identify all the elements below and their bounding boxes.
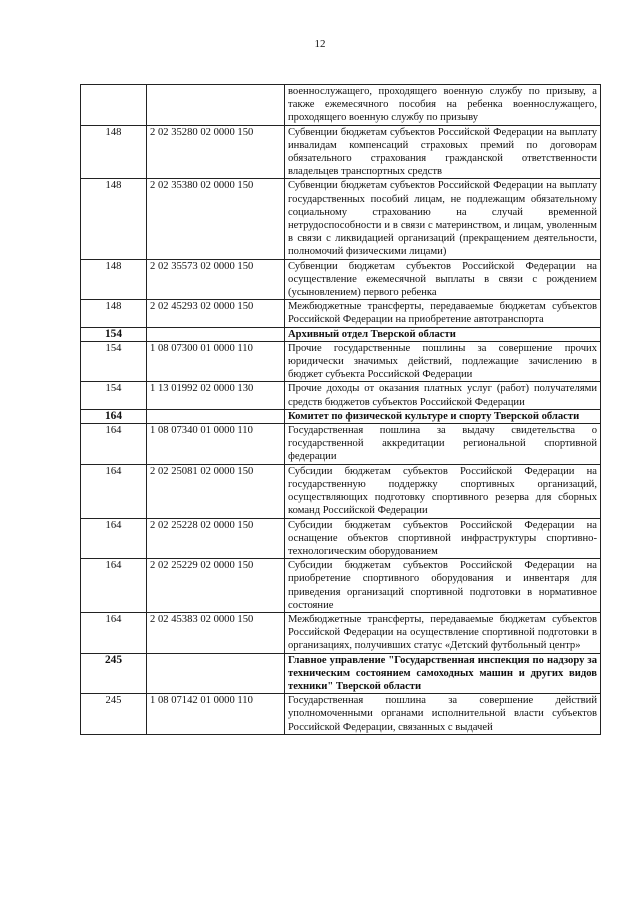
kbk-code-cell bbox=[147, 327, 285, 341]
table-row bbox=[81, 464, 601, 518]
table-row bbox=[81, 259, 601, 300]
description-cell: военнослужащего, проходящего военную службу по призыву, а также ежемесячного пособия на ребенка военнослужащего, проходящего военную службу по призыву bbox=[285, 85, 601, 126]
table-row bbox=[81, 85, 601, 126]
kbk-code-cell bbox=[147, 653, 285, 694]
table-row bbox=[81, 125, 601, 179]
kbk-code-cell: 1 08 07300 01 0000 110 bbox=[147, 341, 285, 382]
kbk-code-cell: 2 02 45293 02 0000 150 bbox=[147, 300, 285, 327]
description-cell: Главное управление "Государственная инспекция по надзору за техническим состоянием самоходных машин и других видов техники" Тверской области bbox=[285, 653, 601, 694]
kbk-code-cell: 2 02 35573 02 0000 150 bbox=[147, 259, 285, 300]
description-cell: Субвенции бюджетам субъектов Российской Федерации на выплату инвалидам компенсаций страховых премий по договорам обязательного страхования гражданской ответственности владельцев транспортных средств bbox=[285, 125, 601, 179]
admin-code-cell: 164 bbox=[81, 559, 147, 613]
description-cell: Субвенции бюджетам субъектов Российской Федерации на осуществление ежемесячной выплаты в связи с рождением (усыновлением) первого ребенка bbox=[285, 259, 601, 300]
admin-code-cell: 154 bbox=[81, 341, 147, 382]
description-cell: Субсидии бюджетам субъектов Российской Федерации на государственную поддержку спортивных организаций, осуществляющих подготовку спортивного резерва для сборных команд Российской Федерации bbox=[285, 464, 601, 518]
kbk-code-cell: 1 08 07340 01 0000 110 bbox=[147, 424, 285, 465]
admin-code-cell: 245 bbox=[81, 694, 147, 735]
table-row bbox=[81, 179, 601, 259]
admin-code-cell: 148 bbox=[81, 300, 147, 327]
admin-code-cell: 164 bbox=[81, 612, 147, 653]
admin-code-cell: 154 bbox=[81, 382, 147, 409]
kbk-code-cell: 2 02 25229 02 0000 150 bbox=[147, 559, 285, 613]
table-row bbox=[81, 559, 601, 613]
admin-code-cell bbox=[81, 85, 147, 126]
department-header-row bbox=[81, 327, 601, 341]
kbk-code-cell: 2 02 45383 02 0000 150 bbox=[147, 612, 285, 653]
table-row bbox=[81, 300, 601, 327]
description-cell: Субвенции бюджетам субъектов Российской Федерации на выплату государственных пособий лицам, не подлежащим обязательному социальному страхованию на случай временной нетрудоспособности и в связи с материнством, и лицам, уволенным в связи с ликвидацией организаций (прекращением деятельности, полномочий физическими лицами) bbox=[285, 179, 601, 259]
kbk-code-cell: 2 02 35280 02 0000 150 bbox=[147, 125, 285, 179]
kbk-code-cell bbox=[147, 409, 285, 423]
kbk-code-cell: 2 02 25081 02 0000 150 bbox=[147, 464, 285, 518]
admin-code-cell: 148 bbox=[81, 179, 147, 259]
description-cell: Межбюджетные трансферты, передаваемые бюджетам субъектов Российской Федерации на осуществление спортивной подготовки в организациях, получивших статус «Детский футбольный центр» bbox=[285, 612, 601, 653]
kbk-code-cell: 2 02 35380 02 0000 150 bbox=[147, 179, 285, 259]
admin-code-cell: 164 bbox=[81, 409, 147, 423]
admin-code-cell: 148 bbox=[81, 259, 147, 300]
kbk-code-cell: 1 13 01992 02 0000 130 bbox=[147, 382, 285, 409]
department-header-row bbox=[81, 653, 601, 694]
description-cell: Прочие доходы от оказания платных услуг (работ) получателями средств бюджетов субъектов Российской Федерации bbox=[285, 382, 601, 409]
description-cell: Комитет по физической культуре и спорту Тверской области bbox=[285, 409, 601, 423]
department-header-row bbox=[81, 409, 601, 423]
description-cell: Субсидии бюджетам субъектов Российской Федерации на оснащение объектов спортивной инфраструктуры спортивно-технологическим оборудованием bbox=[285, 518, 601, 559]
kbk-code-cell: 2 02 25228 02 0000 150 bbox=[147, 518, 285, 559]
admin-code-cell: 154 bbox=[81, 327, 147, 341]
description-cell: Прочие государственные пошлины за совершение прочих юридически значимых действий, подлежащие зачислению в бюджет субъекта Российской Федерации bbox=[285, 341, 601, 382]
kbk-code-cell: 1 08 07142 01 0000 110 bbox=[147, 694, 285, 735]
admin-code-cell: 164 bbox=[81, 424, 147, 465]
description-cell: Государственная пошлина за совершение действий уполномоченными органами исполнительной власти субъектов Российской Федерации, связанных с выдачей bbox=[285, 694, 601, 735]
description-cell: Субсидии бюджетам субъектов Российской Федерации на приобретение спортивного оборудования и инвентаря для приведения организаций спортивной подготовки в нормативное состояние bbox=[285, 559, 601, 613]
page-number: 12 bbox=[314, 38, 326, 50]
table-row bbox=[81, 518, 601, 559]
admin-code-cell: 245 bbox=[81, 653, 147, 694]
description-cell: Архивный отдел Тверской области bbox=[285, 327, 601, 341]
description-cell: Государственная пошлина за выдачу свидетельства о государственной аккредитации региональной спортивной федерации bbox=[285, 424, 601, 465]
admin-code-cell: 148 bbox=[81, 125, 147, 179]
admin-code-cell: 164 bbox=[81, 464, 147, 518]
table-row bbox=[81, 694, 601, 735]
admin-code-cell: 164 bbox=[81, 518, 147, 559]
table-row bbox=[81, 341, 601, 382]
table-row bbox=[81, 612, 601, 653]
table-row bbox=[81, 424, 601, 465]
table-row bbox=[81, 382, 601, 409]
kbk-code-cell bbox=[147, 85, 285, 126]
revenue-codes-table bbox=[80, 84, 601, 735]
description-cell: Межбюджетные трансферты, передаваемые бюджетам субъектов Российской Федерации на приобретение автотранспорта bbox=[285, 300, 601, 327]
